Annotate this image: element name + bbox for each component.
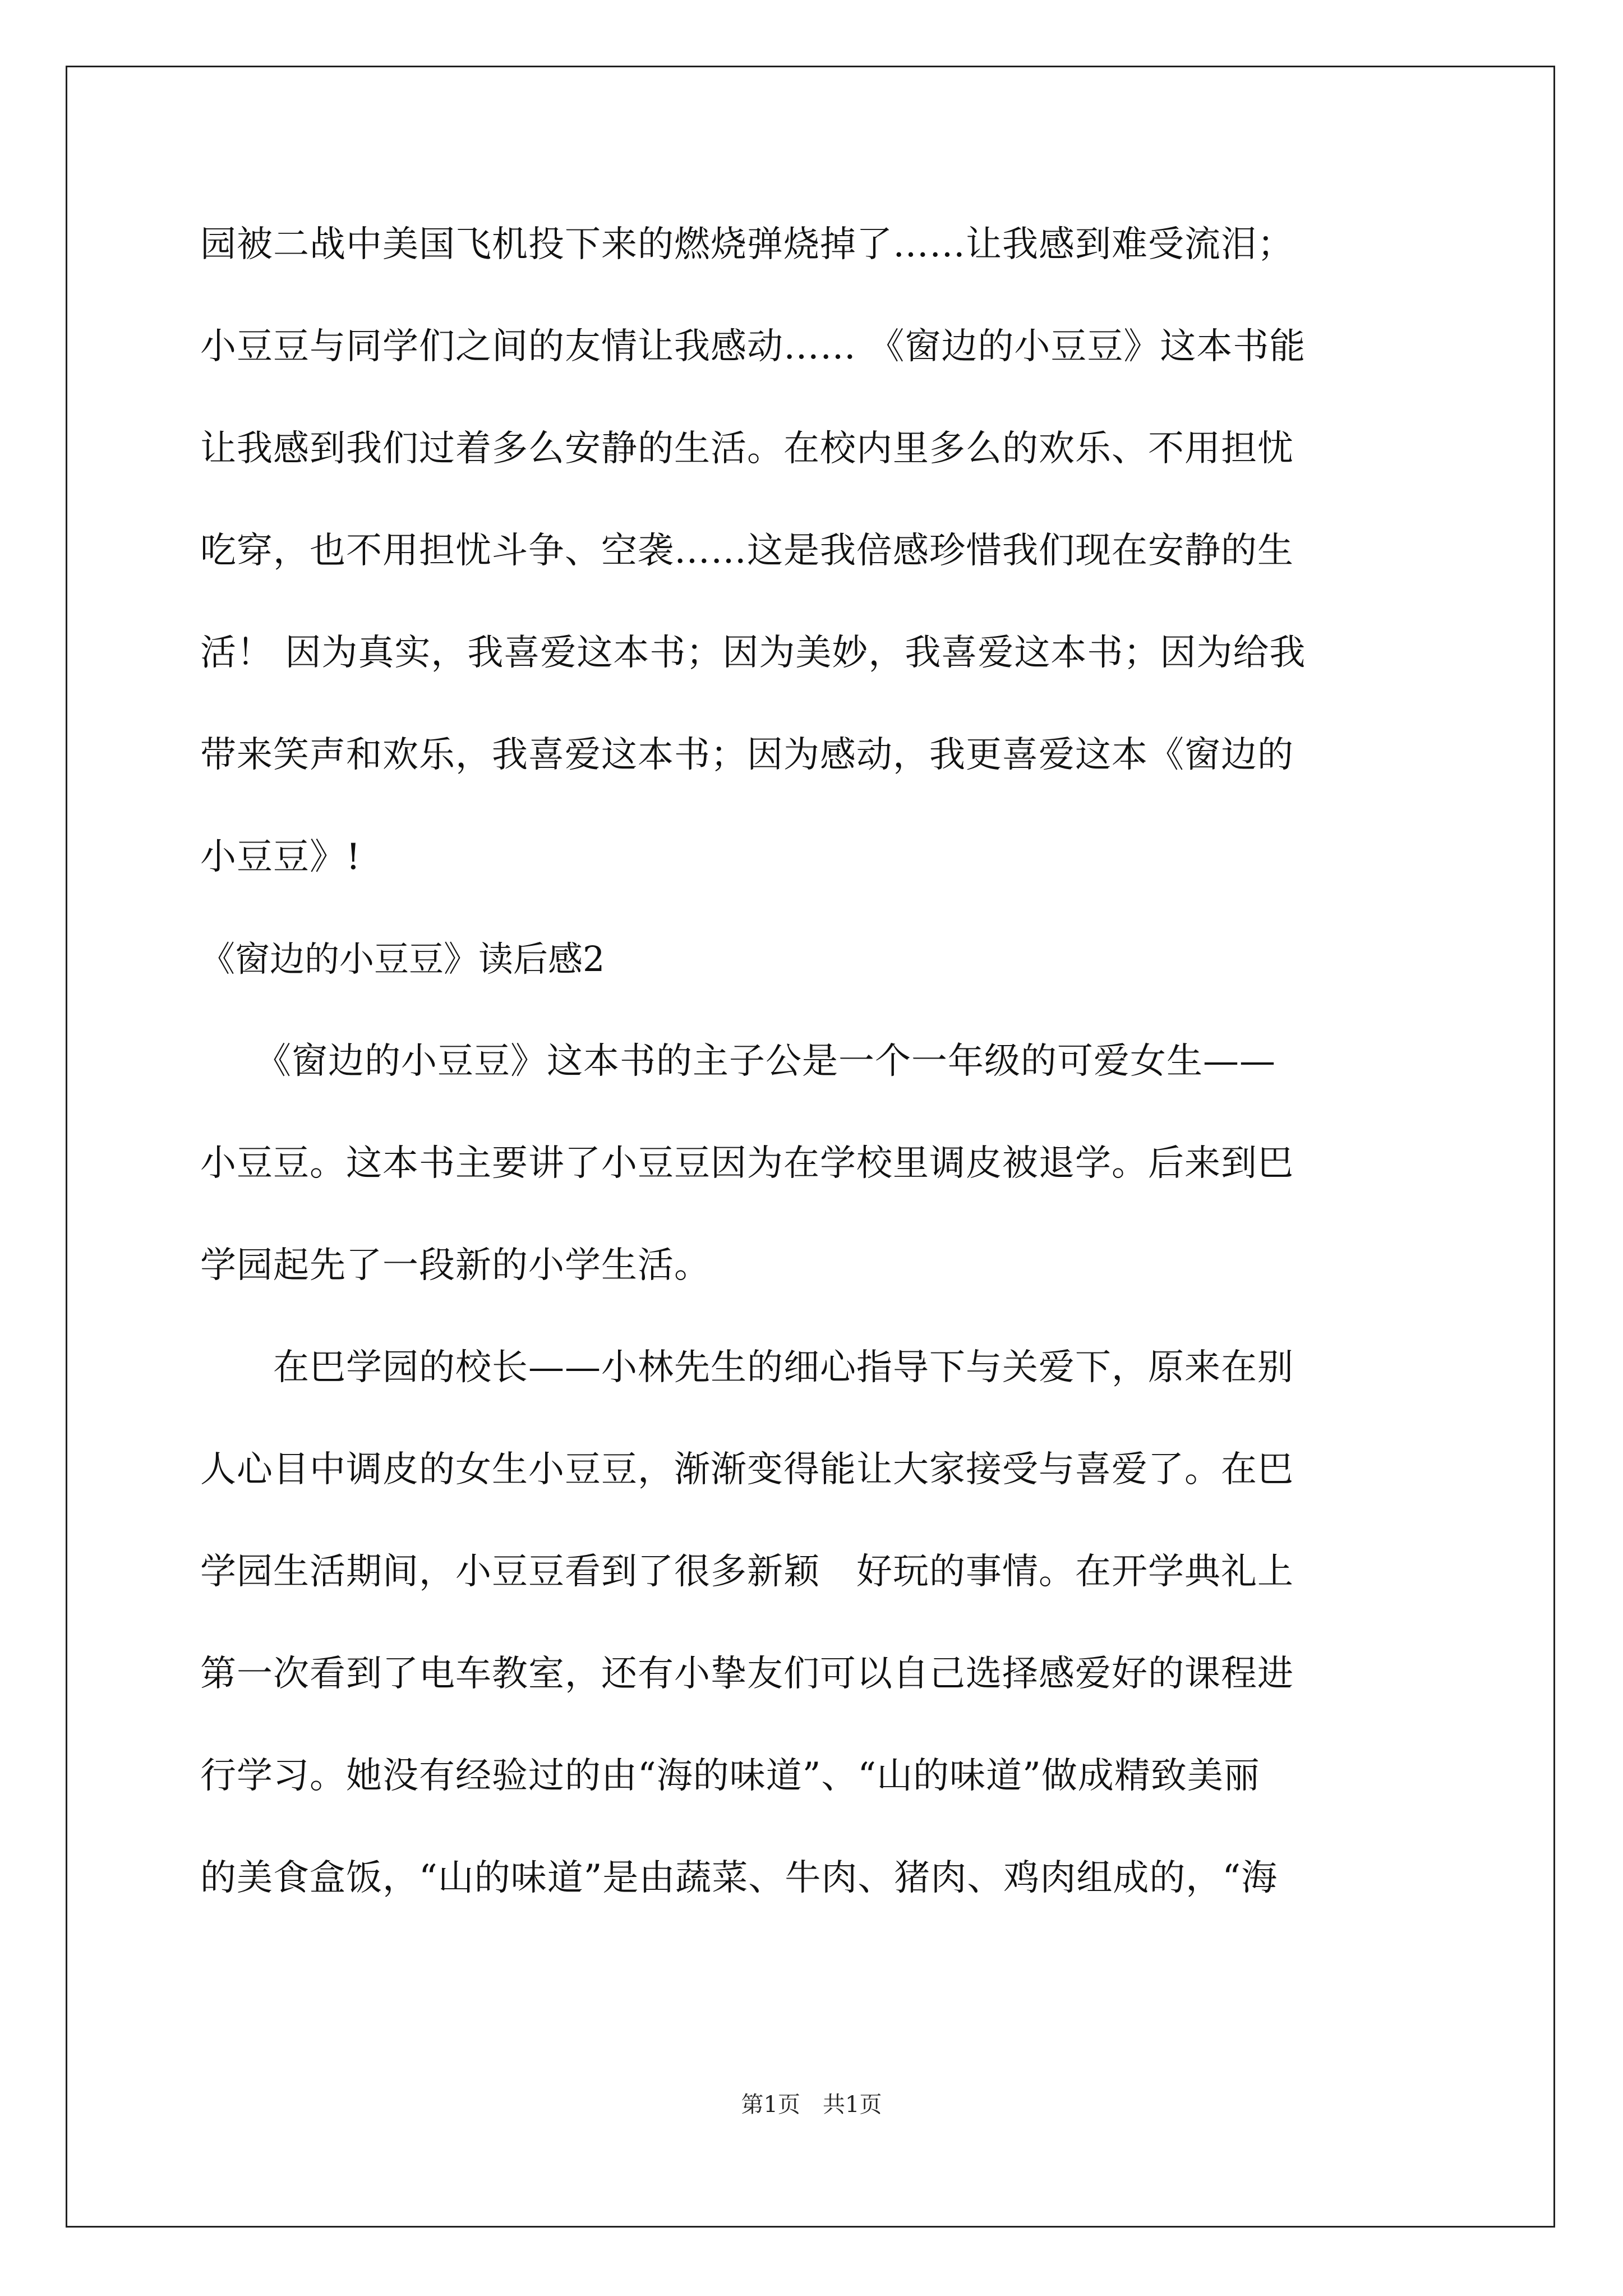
text-line: 《窗边的小豆豆》这本书的主子公是一个一年级的可爱女生—— (200, 1041, 1276, 1082)
text-line: 小豆豆》! (200, 836, 361, 878)
text-line: 人心目中调皮的女生小豆豆，渐渐变得能让大家接受与喜爱了。在巴 (200, 1449, 1294, 1490)
document-body (200, 194, 1423, 1929)
section-heading: 《窗边的小豆豆》读后感2 (200, 938, 605, 979)
text-line: 学园起先了一段新的小学生活。 (200, 1245, 711, 1286)
text-line: 活！ 因为真实，我喜爱这本书；因为美妙，我喜爱这本书；因为给我 (200, 632, 1306, 674)
page-footer: 第1页 共1页 (741, 2092, 882, 2118)
text-line: 带来笑声和欢乐，我喜爱这本书；因为感动，我更喜爱这本《窗边的 (200, 734, 1294, 776)
text-line: 行学习。她没有经验过的由“海的味道”、“山的味道”做成精致美丽 (200, 1755, 1260, 1797)
text-line: 的美食盒饭，“山的味道”是由蔬菜、牛肉、猪肉、鸡肉组成的，“海 (200, 1857, 1278, 1899)
text-line: 园被二战中美国飞机投下来的燃烧弹烧掉了……让我感到难受流泪； (200, 224, 1294, 265)
text-line: 小豆豆。这本书主要讲了小豆豆因为在学校里调皮被退学。后来到巴 (200, 1143, 1294, 1184)
text-line: 小豆豆与同学们之间的友情让我感动…… 《窗边的小豆豆》这本书能 (200, 326, 1306, 367)
text-line: 让我感到我们过着多么安静的生活。在校内里多么的欢乐、不用担忧 (200, 428, 1294, 470)
text-line: 学园生活期间，小豆豆看到了很多新颖 好玩的事情。在开学典礼上 (200, 1551, 1294, 1593)
text-line: 吃穿，也不用担忧斗争、空袭……这是我倍感珍惜我们现在安静的生 (200, 530, 1294, 572)
text-line: 在巴学园的校长——小林先生的细心指导下与关爱下，原来在别 (200, 1347, 1294, 1388)
text-line: 第一次看到了电车教室，还有小挚友们可以自己选择感爱好的课程进 (200, 1653, 1294, 1695)
